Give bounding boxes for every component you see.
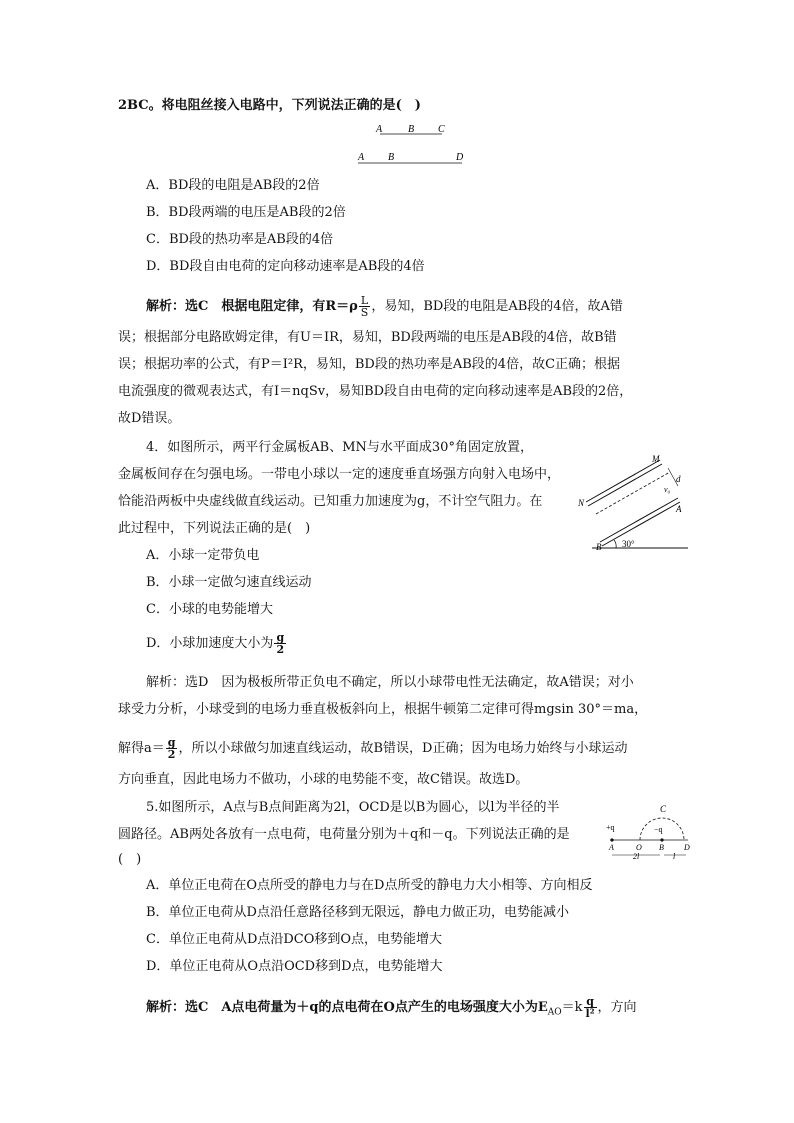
q4-option-c: C．小球的电势能增大	[146, 602, 273, 617]
q5-option-b: B．单位正电荷从D点沿任意路径移到无限远，静电力做正功，电势能减小	[146, 905, 569, 920]
fraction-q-over-l2: $\frac{q}{\text{l²}}$	[585, 995, 595, 1020]
q5-option-a: A．单位正电荷在O点所受的静电力与在D点所受的静电力大小相等、方向相反	[146, 878, 593, 893]
q5-semicircle-figure	[600, 800, 695, 860]
q4-option-b: B．小球一定做匀速直线运动	[146, 575, 312, 590]
fig-label-minus-q: −q	[654, 825, 663, 834]
q5-stem-line1: 5.如图所示，A点与B点间距离为2l，OCD是以B为圆心，以l为半径的半	[146, 800, 560, 815]
q4-stem-line3: 恰能沿两板中央虚线做直线运动。已知重力加速度为g，不计空气阻力。在	[118, 494, 543, 509]
fig-bottom-label-d: D	[456, 152, 464, 163]
q5-option-d: D．单位正电荷从O点沿OCD移到D点，电势能增大	[146, 959, 443, 974]
q3-option-c: C．BD段的热功率是AB段的4倍	[146, 232, 334, 247]
fig-label-2l: 2l	[633, 852, 640, 860]
q5-stem-line2: 圆路径。AB两处各放有一点电荷，电荷量分别为＋q和－q。下列说法正确的是	[118, 827, 570, 842]
fig-bottom-label-a: A	[358, 152, 365, 163]
q3-analysis-line1: 解析：选C 根据电阻定律，有R＝ρ $\frac{L}{S}$ ，易知，BD段的电阻是AB段的4倍，故A错	[146, 294, 623, 319]
fraction-g-over-2: $\frac{g}{2}$	[276, 631, 285, 656]
q4-option-a: A．小球一定带负电	[146, 548, 260, 563]
fig-label-plus-q: +q	[606, 823, 615, 832]
fig-label-d: d	[676, 474, 681, 484]
fig-bottom-label-b: B	[388, 152, 395, 163]
fig-label-angle: 30°	[622, 539, 635, 549]
q4-analysis-line3: 解得a＝ $\frac{g}{2}$ ，所以小球做匀加速直线运动，故B错误，D正确；因为电场力始终与小球运动	[118, 736, 628, 761]
q3-option-a: A．BD段的电阻是AB段的2倍	[146, 178, 320, 193]
q5-stem-line3: ( )	[118, 852, 142, 867]
fig-label-a: A	[609, 843, 614, 852]
fig-top-label-b: B	[408, 124, 415, 135]
fig-label-o: O	[636, 843, 642, 852]
fig-top-label-a: A	[376, 124, 383, 135]
fig-label-c: C	[660, 804, 667, 814]
analysis-lead: 解析：选C 根据电阻定律，有R＝ρ	[146, 299, 358, 314]
fig-top-label-c: C	[438, 124, 445, 135]
q3-option-b: B．BD段两端的电压是AB段的2倍	[146, 205, 346, 220]
fig-label-v0: v₀	[664, 485, 671, 494]
fraction-g-over-2-analysis: $\frac{g}{2}$	[167, 736, 176, 761]
fig-label-b: B	[659, 843, 664, 852]
q4-stem-line4: 此过程中，下列说法正确的是( )	[118, 521, 311, 536]
q4-analysis-line1: 解析：选D 因为极板所带正负电不确定，所以小球带电性无法确定，故A错误；对小	[146, 675, 634, 690]
fig-label-m: M	[652, 454, 660, 464]
q3-analysis-line4: 电流强度的微观表达式，有I＝nqSv，易知BD段自由电荷的定向移动速率是AB段的2倍，	[118, 384, 633, 399]
q4-parallel-plates-figure	[572, 450, 692, 554]
q4-option-d: D．小球加速度大小为 $\frac{g}{2}$	[146, 631, 285, 656]
q3-option-d: D．BD段自由电荷的定向移动速率是AB段的4倍	[146, 259, 425, 274]
q3-stem: 2BC。将电阻丝接入电路中，下列说法正确的是( )	[118, 98, 421, 113]
fig-label-d: D	[684, 843, 690, 852]
q3-resistor-figure	[350, 120, 470, 168]
q5-analysis-line1: 解析：选C A点电荷量为＋q的点电荷在O点产生的电场强度大小为$E_{AO}=k$ $\frac{q}{\text{l²}}$ ，方向	[146, 995, 637, 1020]
fig-label-l: l	[673, 852, 676, 860]
fraction-l-over-s: $\frac{L}{S}$	[360, 294, 369, 319]
q4-analysis-line2: 球受力分析，小球受到的电场力垂直极板斜向上，根据牛顿第二定律可得mgsin 30°＝ma，	[118, 702, 648, 717]
q3-analysis-line2: 误；根据部分电路欧姆定律，有U＝IR，易知，BD段两端的电压是AB段的4倍，故B错	[118, 330, 617, 345]
q4-stem-line2: 金属板间存在匀强电场。一带电小球以一定的速度垂直场强方向射入电场中，	[118, 467, 561, 482]
q3-analysis-line3: 误；根据功率的公式，有P＝I²R，易知，BD段的热功率是AB段的4倍，故C正确；根据	[118, 357, 621, 372]
q3-analysis-line5: 故D错误。	[118, 411, 181, 426]
q5-option-c: C．单位正电荷从D点沿DCO移到O点，电势能增大	[146, 932, 443, 947]
q4-analysis-line4: 方向垂直，因此电场力不做功，小球的电势能不变，故C错误。故选D。	[118, 772, 529, 787]
q4-stem-line1: 4．如图所示，两平行金属板AB、MN与水平面成30°角固定放置，	[146, 440, 533, 455]
fig-label-b: B	[596, 542, 602, 552]
fig-label-a: A	[676, 504, 682, 514]
fig-label-n: N	[578, 498, 585, 508]
